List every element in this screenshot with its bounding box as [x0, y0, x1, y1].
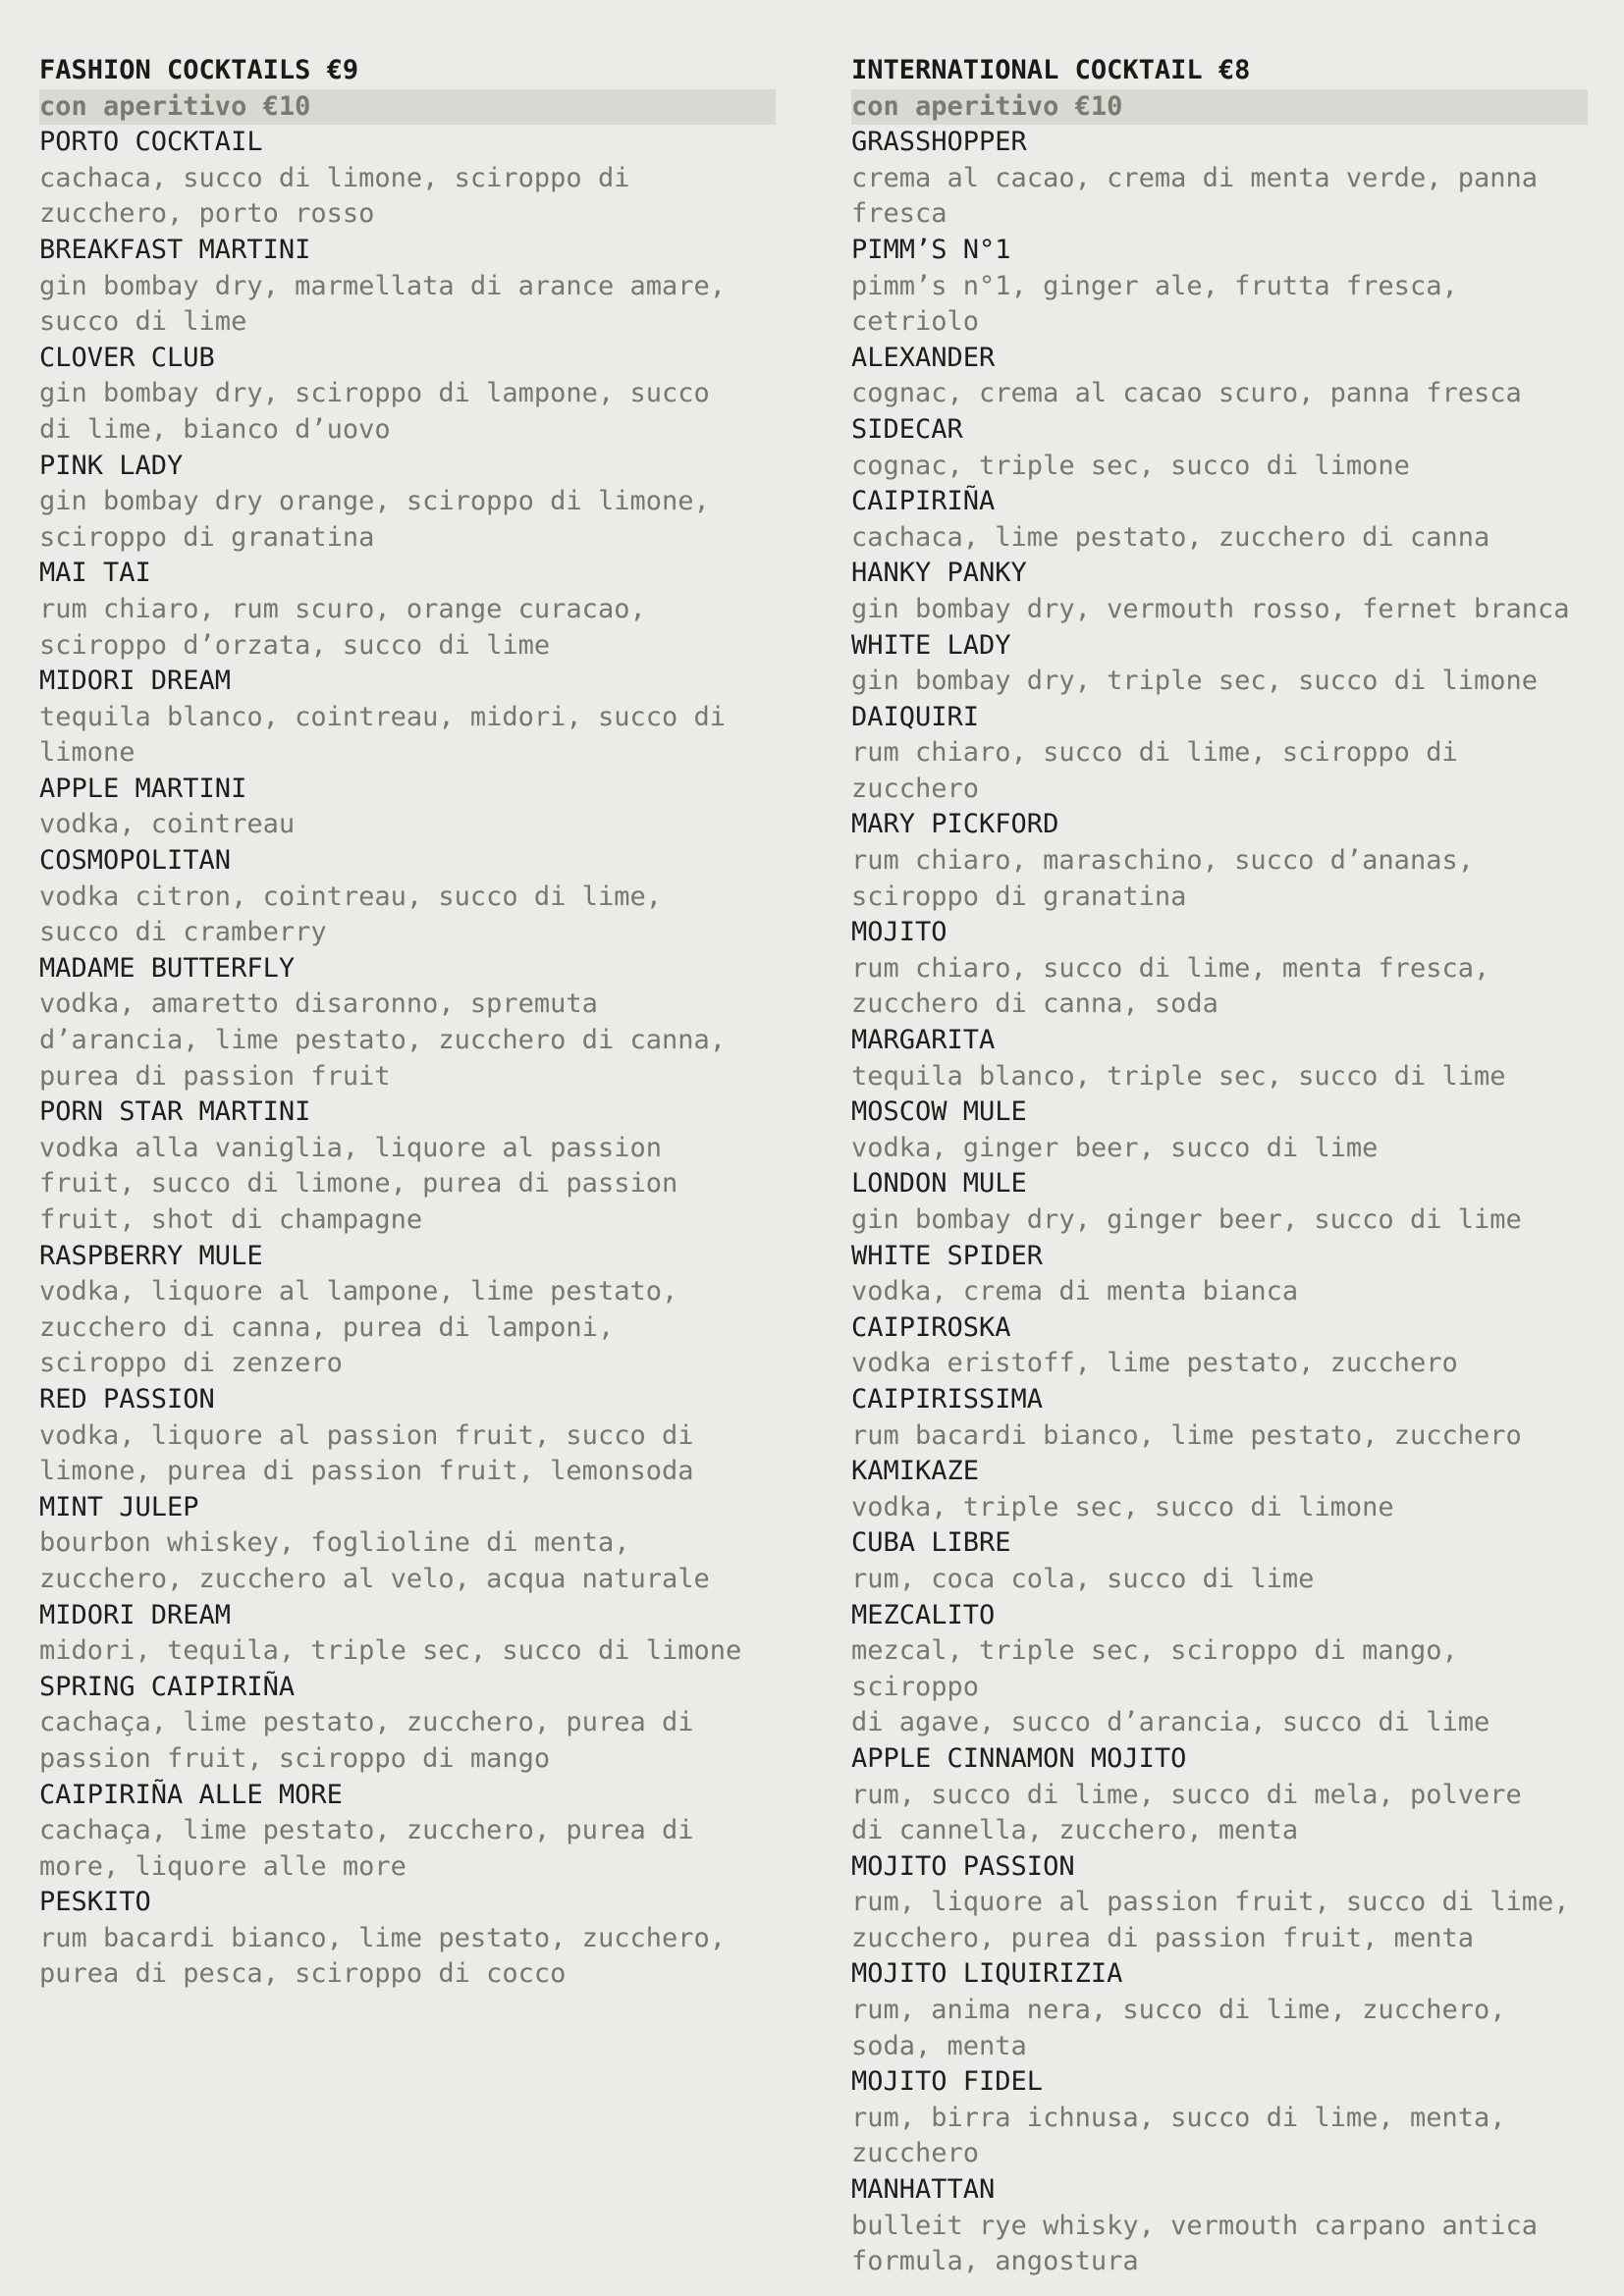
cocktail-ingredients-line: gin bombay dry, triple sec, succo di limone — [851, 666, 1538, 697]
cocktail-ingredients-line: limone — [39, 737, 135, 769]
cocktail-ingredients-line: cachaca, lime pestato, zucchero di canna — [851, 521, 1490, 553]
cocktail-ingredients-line: zucchero di canna, purea di lamponi, — [39, 1311, 615, 1343]
cocktail-name: LONDON MULE — [851, 1168, 1027, 1200]
cocktail-ingredients-line: mezcal, triple sec, sciroppo di mango, sciroppo — [851, 1635, 1458, 1702]
cocktail-item — [851, 628, 1588, 700]
cocktail-ingredients-line: midori, tequila, triple sec, succo di limone — [39, 1635, 742, 1667]
cocktail-item — [39, 449, 776, 557]
cocktail-item — [851, 807, 1588, 915]
cocktail-item — [851, 125, 1588, 233]
cocktail-ingredients-line: gin bombay dry, vermouth rosso, fernet branca — [851, 593, 1570, 624]
cocktail-name: WHITE SPIDER — [851, 1240, 1044, 1271]
cocktail-ingredients-line: sciroppo di granatina — [851, 881, 1187, 912]
cocktail-ingredients-line: vodka, cointreau — [39, 809, 296, 840]
cocktail-name: MOJITO PASSION — [851, 1850, 1075, 1882]
cocktail-name: MIDORI DREAM — [39, 666, 232, 697]
cocktail-ingredients-line: rum, anima nera, succo di lime, zucchero, — [851, 1995, 1506, 2026]
cocktail-item — [39, 772, 776, 843]
cocktail-name: MINT JULEP — [39, 1491, 199, 1522]
cocktail-item — [39, 125, 776, 233]
cocktail-item — [851, 2064, 1588, 2172]
cocktail-ingredients-line: vodka, triple sec, succo di limone — [851, 1491, 1394, 1522]
cocktail-item — [851, 1598, 1588, 1741]
cocktail-item — [851, 1023, 1588, 1095]
cocktail-name: MOJITO LIQUIRIZIA — [851, 1958, 1123, 1990]
cocktail-ingredients-line: zucchero — [851, 2138, 980, 2169]
cocktail-ingredients-line: rum, coca cola, succo di lime — [851, 1563, 1315, 1594]
cocktail-item — [851, 341, 1588, 412]
cocktail-item — [39, 843, 776, 951]
cocktail-name: WHITE LADY — [851, 629, 1011, 661]
cocktail-item — [39, 341, 776, 449]
cocktail-ingredients-line: gin bombay dry, sciroppo di lampone, succo — [39, 378, 710, 409]
cocktail-ingredients-line: zucchero, purea di passion fruit, menta — [851, 1922, 1474, 1953]
cocktail-item — [39, 1239, 776, 1382]
cocktail-ingredients-line: rum chiaro, rum scuro, orange curacao, — [39, 593, 646, 624]
cocktail-ingredients-line: sciroppo di granatina — [39, 521, 375, 553]
section-subtitle: con aperitivo €10 — [851, 89, 1588, 126]
cocktail-ingredients-line: gin bombay dry, ginger beer, succo di lime — [851, 1204, 1522, 1235]
cocktail-name: MIDORI DREAM — [39, 1599, 232, 1630]
cocktail-ingredients-line: rum, birra ichnusa, succo di lime, menta, — [851, 2102, 1506, 2133]
cocktail-item — [39, 1778, 776, 1886]
cocktail-item — [851, 484, 1588, 556]
cocktail-ingredients-line: cognac, triple sec, succo di limone — [851, 450, 1410, 481]
cocktail-item — [851, 1525, 1588, 1597]
cocktail-item — [39, 1885, 776, 1993]
cocktail-item — [851, 233, 1588, 341]
cocktail-ingredients-line: zucchero — [851, 773, 980, 804]
cocktail-ingredients-line: zucchero, zucchero al velo, acqua naturale — [39, 1563, 710, 1594]
cocktail-ingredients-line: fruit, succo di limone, purea di passion — [39, 1168, 678, 1200]
cocktail-ingredients-line: vodka, ginger beer, succo di lime — [851, 1132, 1379, 1163]
cocktail-ingredients-line: di agave, succo d’arancia, succo di lime — [851, 1707, 1490, 1738]
cocktail-ingredients-line: rum chiaro, succo di lime, sciroppo di — [851, 737, 1458, 769]
international-cocktails-column — [851, 53, 1588, 2280]
cocktail-name: MANHATTAN — [851, 2174, 996, 2206]
cocktail-ingredients-line: vodka, amaretto disaronno, spremuta — [39, 988, 598, 1020]
cocktail-item — [851, 1454, 1588, 1525]
cocktail-item — [851, 412, 1588, 484]
cocktail-ingredients-line: cachaca, succo di limone, sciroppo di — [39, 162, 630, 193]
cocktail-name: MOJITO FIDEL — [851, 2066, 1044, 2098]
cocktail-name: SPRING CAIPIRIÑA — [39, 1671, 296, 1702]
cocktail-ingredients-line: rum, succo di lime, succo di mela, polvere — [851, 1779, 1522, 1810]
cocktail-item — [851, 1741, 1588, 1849]
cocktail-ingredients-line: di cannella, zucchero, menta — [851, 1815, 1299, 1846]
cocktail-name: CLOVER CLUB — [39, 342, 215, 373]
cocktail-name: CAIPIRIÑA ALLE MORE — [39, 1779, 343, 1810]
cocktail-ingredients-line: tequila blanco, triple sec, succo di lime — [851, 1060, 1506, 1092]
cocktail-item — [39, 1490, 776, 1598]
cocktail-item — [851, 2172, 1588, 2280]
cocktail-list — [851, 125, 1588, 2280]
cocktail-item — [851, 1382, 1588, 1454]
cocktail-name: PINK LADY — [39, 450, 184, 481]
cocktail-ingredients-line: di lime, bianco d’uovo — [39, 413, 391, 445]
cocktail-name: MEZCALITO — [851, 1599, 996, 1630]
cocktail-ingredients-line: gin bombay dry orange, sciroppo di limone, — [39, 486, 710, 517]
cocktail-ingredients-line: purea di pesca, sciroppo di cocco — [39, 1958, 567, 1990]
cocktail-item — [39, 233, 776, 341]
cocktail-ingredients-line: rum chiaro, maraschino, succo d’ananas, — [851, 845, 1474, 877]
cocktail-name: MAI TAI — [39, 558, 151, 589]
cocktail-name: GRASSHOPPER — [851, 127, 1027, 158]
cocktail-ingredients-line: pimm’s n°1, ginger ale, frutta fresca, cetriolo — [851, 270, 1458, 338]
cocktail-ingredients-line: vodka, liquore al passion fruit, succo di — [39, 1419, 694, 1451]
cocktail-name: PESKITO — [39, 1887, 151, 1918]
cocktail-ingredients-line: sciroppo di zenzero — [39, 1348, 343, 1379]
cocktail-name: COSMOPOLITAN — [39, 845, 232, 877]
cocktail-name: RED PASSION — [39, 1383, 215, 1415]
cocktail-ingredients-line: cognac, crema al cacao scuro, panna fresca — [851, 378, 1522, 409]
cocktail-name: BREAKFAST MARTINI — [39, 234, 311, 265]
cocktail-item — [39, 1095, 776, 1238]
cocktail-ingredients-line: succo di cramberry — [39, 917, 327, 948]
section-subtitle: con aperitivo €10 — [39, 89, 776, 126]
cocktail-ingredients-line: rum bacardi bianco, lime pestato, zucchero — [851, 1419, 1522, 1451]
cocktail-name: APPLE CINNAMON MOJITO — [851, 1742, 1187, 1774]
cocktail-ingredients-line: zucchero, porto rosso — [39, 198, 375, 230]
cocktail-item — [39, 664, 776, 772]
cocktail-item — [39, 556, 776, 664]
cocktail-name: CUBA LIBRE — [851, 1527, 1011, 1559]
cocktail-item — [851, 1310, 1588, 1382]
cocktail-name: MOSCOW MULE — [851, 1096, 1027, 1128]
cocktail-item — [851, 556, 1588, 627]
cocktail-name: APPLE MARTINI — [39, 773, 247, 804]
cocktail-ingredients-line: passion fruit, sciroppo di mango — [39, 1742, 551, 1774]
cocktail-ingredients-line: fresca — [851, 198, 947, 230]
cocktail-ingredients-line: rum bacardi bianco, lime pestato, zucchero, — [39, 1922, 726, 1953]
cocktail-name: MARY PICKFORD — [851, 809, 1059, 840]
cocktail-ingredients-line: vodka eristoff, lime pestato, zucchero — [851, 1348, 1458, 1379]
cocktail-list — [39, 125, 776, 1993]
cocktail-ingredients-line: sciroppo d’orzata, succo di lime — [39, 629, 551, 661]
cocktail-item — [39, 1382, 776, 1490]
cocktail-name: CAIPIROSKA — [851, 1311, 1011, 1343]
cocktail-name: RASPBERRY MULE — [39, 1240, 263, 1271]
cocktail-name: PIMM’S N°1 — [851, 234, 1011, 265]
cocktail-name: ALEXANDER — [851, 342, 996, 373]
cocktail-item — [851, 915, 1588, 1023]
cocktail-name: PORTO COCKTAIL — [39, 127, 263, 158]
cocktail-item — [851, 1166, 1588, 1238]
cocktail-ingredients-line: vodka alla vaniglia, liquore al passion — [39, 1132, 662, 1163]
fashion-cocktails-column — [39, 53, 776, 1993]
cocktail-ingredients-line: rum, liquore al passion fruit, succo di lime, — [851, 1887, 1570, 1918]
cocktail-ingredients-line: vodka, liquore al lampone, lime pestato, — [39, 1276, 678, 1308]
cocktail-ingredients-line: gin bombay dry, marmellata di arance amare, — [39, 270, 726, 301]
cocktail-ingredients-line: cachaça, lime pestato, zucchero, purea di — [39, 1707, 694, 1738]
cocktail-name: MARGARITA — [851, 1025, 996, 1056]
cocktail-ingredients-line: crema al cacao, crema di menta verde, panna — [851, 162, 1538, 193]
cocktail-ingredients-line: d’arancia, lime pestato, zucchero di canna, — [39, 1025, 726, 1056]
cocktail-item — [851, 1095, 1588, 1166]
cocktail-ingredients-line: vodka citron, cointreau, succo di lime, — [39, 881, 662, 912]
cocktail-ingredients-line: cachaça, lime pestato, zucchero, purea di — [39, 1815, 694, 1846]
cocktail-name: MOJITO — [851, 917, 947, 948]
cocktail-name: SIDECAR — [851, 413, 963, 445]
cocktail-item — [39, 1670, 776, 1778]
cocktail-item — [39, 951, 776, 1095]
cocktail-name: MADAME BUTTERFLY — [39, 952, 296, 984]
cocktail-item — [851, 1956, 1588, 2064]
cocktail-ingredients-line: bourbon whiskey, foglioline di menta, — [39, 1527, 630, 1559]
cocktail-ingredients-line: limone, purea di passion fruit, lemonsoda — [39, 1456, 694, 1487]
cocktail-name: KAMIKAZE — [851, 1456, 980, 1487]
cocktail-name: CAIPIRISSIMA — [851, 1383, 1044, 1415]
cocktail-name: CAIPIRIÑA — [851, 486, 996, 517]
cocktail-ingredients-line: formula, angostura — [851, 2246, 1139, 2277]
cocktail-item — [851, 1849, 1588, 1957]
cocktail-name: DAIQUIRI — [851, 701, 980, 732]
cocktail-ingredients-line: vodka, crema di menta bianca — [851, 1276, 1299, 1308]
cocktail-ingredients-line: more, liquore alle more — [39, 1850, 406, 1882]
cocktail-item — [39, 1598, 776, 1670]
cocktail-ingredients-line: fruit, shot di champagne — [39, 1204, 423, 1235]
cocktail-item — [851, 1239, 1588, 1310]
cocktail-ingredients-line: tequila blanco, cointreau, midori, succo di — [39, 701, 726, 732]
cocktail-item — [851, 700, 1588, 808]
cocktail-name: HANKY PANKY — [851, 558, 1027, 589]
cocktail-ingredients-line: purea di passion fruit — [39, 1060, 391, 1092]
cocktail-ingredients-line: soda, menta — [851, 2030, 1027, 2061]
section-title: INTERNATIONAL COCKTAIL €8 — [851, 55, 1251, 85]
cocktail-ingredients-line: succo di lime — [39, 306, 247, 338]
cocktail-name: PORN STAR MARTINI — [39, 1096, 311, 1128]
cocktail-ingredients-line: zucchero di canna, soda — [851, 988, 1218, 1020]
section-title: FASHION COCKTAILS €9 — [39, 55, 359, 85]
cocktail-ingredients-line: bulleit rye whisky, vermouth carpano antica — [851, 2210, 1538, 2241]
cocktail-ingredients-line: rum chiaro, succo di lime, menta fresca, — [851, 952, 1490, 984]
